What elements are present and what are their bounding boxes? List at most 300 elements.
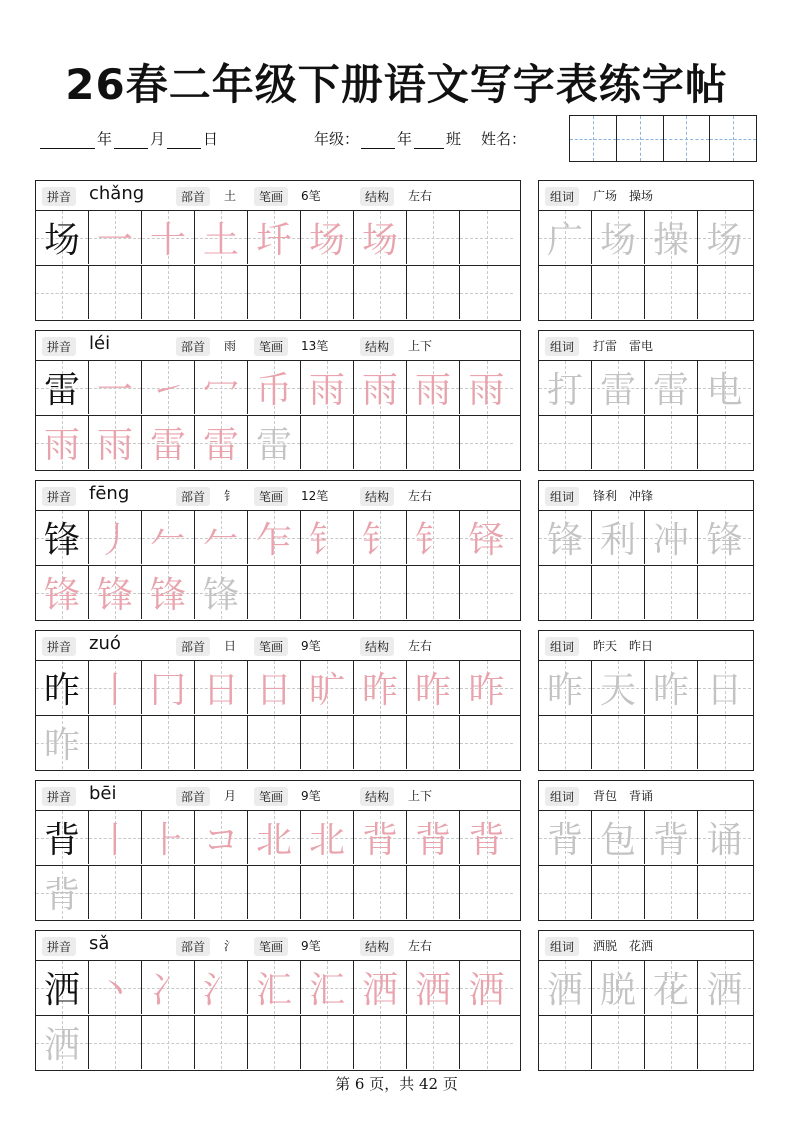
word-cell[interactable] [698, 266, 751, 319]
structure-value: 左右 [408, 489, 433, 503]
grade-label: 年级： [314, 130, 360, 148]
stroke-step: 雨 [361, 370, 398, 411]
practice-cell[interactable] [36, 811, 89, 864]
practice-cell[interactable] [407, 211, 460, 264]
practice-cell[interactable] [89, 511, 142, 564]
pinyin-tag: 拼音 [42, 187, 76, 206]
word-cell[interactable] [539, 661, 592, 714]
practice-cell[interactable] [195, 566, 248, 619]
practice-cell[interactable] [248, 661, 301, 714]
stroke-step: 日 [202, 670, 239, 711]
practice-cell[interactable] [89, 661, 142, 714]
grade-class-blank[interactable] [414, 134, 444, 149]
practice-cell[interactable] [89, 961, 142, 1014]
word-row [539, 361, 753, 414]
structure-value: 左右 [408, 189, 433, 203]
structure-value: 左右 [408, 939, 433, 953]
practice-cell[interactable] [301, 416, 354, 469]
word-char: 冲 [652, 520, 689, 561]
word-row [539, 265, 753, 319]
practice-cell[interactable] [460, 361, 513, 414]
practice-cell[interactable] [354, 1016, 407, 1069]
stroke-step: 冂 [149, 670, 186, 711]
practice-cell[interactable] [354, 511, 407, 564]
words-tag: 组词 [545, 937, 579, 956]
word-row [539, 961, 753, 1014]
word-char: 背 [546, 820, 583, 861]
word-cell[interactable] [592, 811, 645, 864]
practice-cell[interactable] [248, 416, 301, 469]
word-cell[interactable] [539, 811, 592, 864]
word-cell[interactable] [645, 961, 698, 1014]
stroke-step: 汇 [255, 970, 292, 1011]
practice-cell[interactable] [460, 961, 513, 1014]
practice-cell[interactable] [248, 211, 301, 264]
practice-cell[interactable] [460, 511, 513, 564]
stroke-step: 雷 [202, 425, 239, 466]
radical-value: 钅 [224, 489, 237, 503]
practice-cell[interactable] [301, 566, 354, 619]
practice-cell[interactable] [36, 416, 89, 469]
practice-cell[interactable] [301, 961, 354, 1014]
practice-cell[interactable] [142, 566, 195, 619]
char-header [36, 781, 520, 811]
word-cell[interactable] [539, 866, 592, 919]
stroke-step: 钅 [361, 520, 398, 561]
practice-cell[interactable] [301, 1016, 354, 1069]
word-char: 昨 [652, 670, 689, 711]
stroke-step: 币 [255, 370, 292, 411]
word-cell[interactable] [539, 961, 592, 1014]
word-cell[interactable] [539, 211, 592, 264]
word-practice-block [538, 480, 754, 621]
word-char: 广 [546, 220, 583, 261]
month-label: 月 [150, 130, 166, 148]
stroke-step: 丶 [96, 970, 133, 1011]
words-tag: 组词 [545, 787, 579, 806]
practice-cell[interactable] [301, 511, 354, 564]
practice-cell[interactable] [354, 866, 407, 919]
word-cell[interactable] [698, 1016, 751, 1069]
practice-cell[interactable] [354, 211, 407, 264]
word-cell[interactable] [539, 416, 592, 469]
word-cell[interactable] [645, 211, 698, 264]
word-cell[interactable] [592, 566, 645, 619]
practice-cell[interactable] [195, 811, 248, 864]
grade-year-label: 年 [397, 130, 413, 148]
stroke-step: 日 [255, 670, 292, 711]
practice-cell[interactable] [142, 961, 195, 1014]
pinyin-tag: 拼音 [42, 637, 76, 656]
practice-row [36, 415, 520, 469]
radical-tag: 部首 [176, 487, 210, 506]
practice-cell[interactable] [142, 211, 195, 264]
words-value: 广场 操场 [593, 189, 654, 203]
stroke-step: ㇀ [149, 370, 186, 411]
practice-row [36, 565, 520, 619]
word-cell[interactable] [592, 511, 645, 564]
practice-cell[interactable] [142, 661, 195, 714]
stroke-step: 昨 [361, 670, 398, 711]
word-char: 日 [706, 670, 743, 711]
pinyin-value: fēng [89, 483, 130, 504]
practice-cell[interactable] [195, 1016, 248, 1069]
word-cell[interactable] [698, 511, 751, 564]
word-cell[interactable] [592, 416, 645, 469]
word-char: 利 [599, 520, 636, 561]
model-char: 昨 [43, 670, 80, 711]
word-cell[interactable] [592, 961, 645, 1014]
practice-cell[interactable] [460, 811, 513, 864]
word-char: 洒 [546, 970, 583, 1011]
practice-cell[interactable] [301, 661, 354, 714]
word-practice-block [538, 930, 754, 1071]
word-cell[interactable] [645, 511, 698, 564]
name-cell[interactable] [663, 116, 710, 161]
practice-cell[interactable] [301, 811, 354, 864]
practice-cell[interactable] [354, 416, 407, 469]
word-cell[interactable] [645, 566, 698, 619]
practice-cell[interactable] [248, 811, 301, 864]
structure-tag: 结构 [360, 937, 394, 956]
practice-cell[interactable] [301, 361, 354, 414]
char-practice-block [35, 180, 521, 321]
practice-cell[interactable] [460, 416, 513, 469]
word-cell[interactable] [645, 1016, 698, 1069]
practice-row [36, 361, 520, 414]
word-cell[interactable] [698, 211, 751, 264]
pinyin-value: sǎ [89, 933, 110, 954]
practice-cell[interactable] [142, 511, 195, 564]
word-cell[interactable] [645, 361, 698, 414]
strokes-value: 9笔 [301, 639, 321, 653]
stroke-step: 𠂉 [149, 520, 186, 561]
stroke-step: 丨 [96, 820, 133, 861]
practice-cell[interactable] [36, 866, 89, 919]
practice-cell[interactable] [407, 716, 460, 769]
practice-cell[interactable] [460, 266, 513, 319]
practice-cell[interactable] [89, 266, 142, 319]
word-header [539, 181, 753, 211]
practice-row [36, 1015, 520, 1069]
page-title: 26春二年级下册语文写字表练字帖 [65, 60, 728, 109]
word-cell[interactable] [645, 866, 698, 919]
practice-row [36, 661, 520, 714]
word-cell[interactable] [698, 361, 751, 414]
char-header [36, 481, 520, 511]
stroke-step: 昨 [468, 670, 505, 711]
stroke-step: 冖 [202, 370, 239, 411]
word-cell[interactable] [592, 266, 645, 319]
words-value: 锋利 冲锋 [593, 489, 654, 503]
practice-cell[interactable] [195, 416, 248, 469]
word-header [539, 481, 753, 511]
practice-cell[interactable] [407, 961, 460, 1014]
practice-cell[interactable] [248, 1016, 301, 1069]
practice-cell[interactable] [407, 266, 460, 319]
practice-cell[interactable] [195, 266, 248, 319]
structure-tag: 结构 [360, 787, 394, 806]
radical-value: 月 [224, 789, 237, 803]
practice-cell[interactable] [407, 361, 460, 414]
stroke-step: 洒 [414, 970, 451, 1011]
month-blank[interactable] [114, 134, 148, 149]
practice-cell[interactable] [248, 511, 301, 564]
practice-cell[interactable] [142, 866, 195, 919]
strokes-value: 9笔 [301, 939, 321, 953]
char-practice-block [35, 930, 521, 1071]
char-practice-block [35, 780, 521, 921]
practice-cell[interactable] [354, 361, 407, 414]
strokes-value: 6笔 [301, 189, 321, 203]
word-header [539, 781, 753, 811]
practice-cell[interactable] [248, 266, 301, 319]
grade-year-blank[interactable] [361, 134, 395, 149]
grade-class-label: 班 [446, 130, 462, 148]
word-cell[interactable] [645, 416, 698, 469]
stroke-step: 丿 [96, 520, 133, 561]
radical-tag: 部首 [176, 937, 210, 956]
practice-cell[interactable] [36, 266, 89, 319]
practice-cell[interactable] [248, 361, 301, 414]
structure-tag: 结构 [360, 187, 394, 206]
practice-cell[interactable] [195, 866, 248, 919]
name-label: 姓名： [481, 130, 527, 148]
pinyin-value: chǎng [89, 183, 145, 204]
practice-cell[interactable] [36, 361, 89, 414]
practice-cell[interactable] [248, 566, 301, 619]
practice-cell[interactable] [301, 211, 354, 264]
word-cell[interactable] [645, 811, 698, 864]
practice-cell[interactable] [89, 866, 142, 919]
practice-cell[interactable] [89, 566, 142, 619]
words-tag: 组词 [545, 187, 579, 206]
word-cell[interactable] [698, 661, 751, 714]
stroke-step: 背 [468, 820, 505, 861]
practice-row [36, 865, 520, 919]
practice-cell[interactable] [142, 416, 195, 469]
strokes-tag: 笔画 [254, 787, 288, 806]
word-cell[interactable] [539, 716, 592, 769]
stroke-step: 雨 [43, 425, 80, 466]
char-header [36, 181, 520, 211]
practice-cell[interactable] [354, 716, 407, 769]
strokes-tag: 笔画 [254, 487, 288, 506]
stroke-step: 洒 [468, 970, 505, 1011]
practice-cell[interactable] [142, 361, 195, 414]
stroke-step: 雨 [414, 370, 451, 411]
practice-cell[interactable] [248, 866, 301, 919]
practice-cell[interactable] [36, 661, 89, 714]
day-blank[interactable] [167, 134, 201, 149]
practice-cell[interactable] [460, 211, 513, 264]
stroke-step: 一 [96, 370, 133, 411]
practice-cell[interactable] [301, 716, 354, 769]
word-cell[interactable] [539, 566, 592, 619]
practice-row [36, 211, 520, 264]
practice-cell[interactable] [407, 811, 460, 864]
stroke-step: 昨 [414, 670, 451, 711]
practice-cell[interactable] [354, 961, 407, 1014]
word-cell[interactable] [645, 661, 698, 714]
stroke-step: 洒 [361, 970, 398, 1011]
day-label: 日 [203, 130, 219, 148]
pinyin-value: zuó [89, 633, 121, 654]
practice-cell[interactable] [89, 361, 142, 414]
practice-row [36, 511, 520, 564]
practice-cell[interactable] [89, 211, 142, 264]
practice-cell[interactable] [460, 566, 513, 619]
word-header [539, 931, 753, 961]
word-cell[interactable] [592, 716, 645, 769]
radical-value: 氵 [224, 939, 237, 953]
practice-cell[interactable] [89, 716, 142, 769]
practice-cell[interactable] [142, 266, 195, 319]
pinyin-tag: 拼音 [42, 787, 76, 806]
word-cell[interactable] [539, 511, 592, 564]
stroke-step: 圲 [255, 220, 292, 261]
stroke-step: 昨 [43, 725, 80, 766]
model-char: 背 [43, 820, 80, 861]
word-char: 花 [652, 970, 689, 1011]
practice-cell[interactable] [36, 566, 89, 619]
stroke-step: 旷 [308, 670, 345, 711]
practice-row [36, 265, 520, 319]
word-char: 锋 [546, 520, 583, 561]
word-cell[interactable] [698, 866, 751, 919]
word-row [539, 811, 753, 864]
practice-cell[interactable] [142, 1016, 195, 1069]
stroke-step: 钅 [308, 520, 345, 561]
practice-cell[interactable] [195, 211, 248, 264]
practice-row [36, 811, 520, 864]
word-char: 背 [652, 820, 689, 861]
structure-value: 上下 [408, 339, 433, 353]
practice-cell[interactable] [195, 361, 248, 414]
name-cell[interactable] [570, 116, 616, 161]
practice-cell[interactable] [354, 811, 407, 864]
words-value: 洒脱 花洒 [593, 939, 654, 953]
word-row [539, 661, 753, 714]
stroke-step: 场 [308, 220, 345, 261]
word-cell[interactable] [592, 1016, 645, 1069]
stroke-step: 雷 [255, 425, 292, 466]
word-cell[interactable] [539, 266, 592, 319]
word-row [539, 715, 753, 769]
practice-cell[interactable] [301, 866, 354, 919]
practice-cell[interactable] [407, 416, 460, 469]
practice-cell[interactable] [142, 811, 195, 864]
word-cell[interactable] [592, 661, 645, 714]
word-cell[interactable] [698, 416, 751, 469]
practice-cell[interactable] [407, 661, 460, 714]
word-cell[interactable] [645, 716, 698, 769]
word-cell[interactable] [592, 361, 645, 414]
word-cell[interactable] [698, 961, 751, 1014]
words-value: 背包 背诵 [593, 789, 654, 803]
word-practice-block [538, 330, 754, 471]
word-cell[interactable] [539, 1016, 592, 1069]
word-header [539, 331, 753, 361]
practice-cell[interactable] [407, 566, 460, 619]
practice-cell[interactable] [248, 961, 301, 1014]
word-cell[interactable] [698, 716, 751, 769]
word-row [539, 865, 753, 919]
stroke-step: 背 [43, 875, 80, 916]
model-char: 锋 [43, 520, 80, 561]
structure-tag: 结构 [360, 487, 394, 506]
practice-cell[interactable] [142, 716, 195, 769]
practice-cell[interactable] [195, 511, 248, 564]
class-line [314, 128, 526, 149]
stroke-step: 雨 [468, 370, 505, 411]
word-cell[interactable] [592, 866, 645, 919]
structure-tag: 结构 [360, 637, 394, 656]
practice-cell[interactable] [460, 1016, 513, 1069]
structure-value: 上下 [408, 789, 433, 803]
year-blank[interactable] [40, 134, 95, 149]
practice-cell[interactable] [407, 511, 460, 564]
char-header [36, 631, 520, 661]
practice-cell[interactable] [89, 1016, 142, 1069]
practice-cell[interactable] [407, 1016, 460, 1069]
stroke-step: 汇 [308, 970, 345, 1011]
radical-tag: 部首 [176, 337, 210, 356]
stroke-step: 锋 [96, 575, 133, 616]
practice-cell[interactable] [36, 511, 89, 564]
practice-cell[interactable] [407, 866, 460, 919]
char-practice-block [35, 330, 521, 471]
name-cell[interactable] [709, 116, 756, 161]
practice-cell[interactable] [36, 961, 89, 1014]
word-char: 操 [652, 220, 689, 261]
word-cell[interactable] [698, 811, 751, 864]
practice-cell[interactable] [460, 661, 513, 714]
practice-cell[interactable] [89, 811, 142, 864]
pinyin-value: léi [89, 333, 111, 354]
practice-cell[interactable] [36, 1016, 89, 1069]
stroke-step: 𠂉 [202, 520, 239, 561]
practice-cell[interactable] [89, 416, 142, 469]
word-practice-block [538, 780, 754, 921]
practice-cell[interactable] [460, 716, 513, 769]
name-grid[interactable] [569, 115, 757, 162]
word-cell[interactable] [698, 566, 751, 619]
practice-cell[interactable] [195, 961, 248, 1014]
practice-cell[interactable] [460, 866, 513, 919]
practice-cell[interactable] [195, 716, 248, 769]
word-cell[interactable] [592, 211, 645, 264]
practice-cell[interactable] [195, 661, 248, 714]
year-label: 年 [97, 130, 113, 148]
practice-cell[interactable] [248, 716, 301, 769]
strokes-value: 12笔 [301, 489, 329, 503]
word-char: 锋 [706, 520, 743, 561]
name-cell[interactable] [616, 116, 663, 161]
char-header [36, 331, 520, 361]
practice-cell[interactable] [354, 661, 407, 714]
word-char: 电 [706, 370, 743, 411]
word-cell[interactable] [645, 266, 698, 319]
word-cell[interactable] [539, 361, 592, 414]
word-header [539, 631, 753, 661]
practice-cell[interactable] [354, 266, 407, 319]
stroke-step: 土 [202, 220, 239, 261]
practice-cell[interactable] [36, 716, 89, 769]
practice-cell[interactable] [36, 211, 89, 264]
practice-cell[interactable] [354, 566, 407, 619]
practice-cell[interactable] [301, 266, 354, 319]
